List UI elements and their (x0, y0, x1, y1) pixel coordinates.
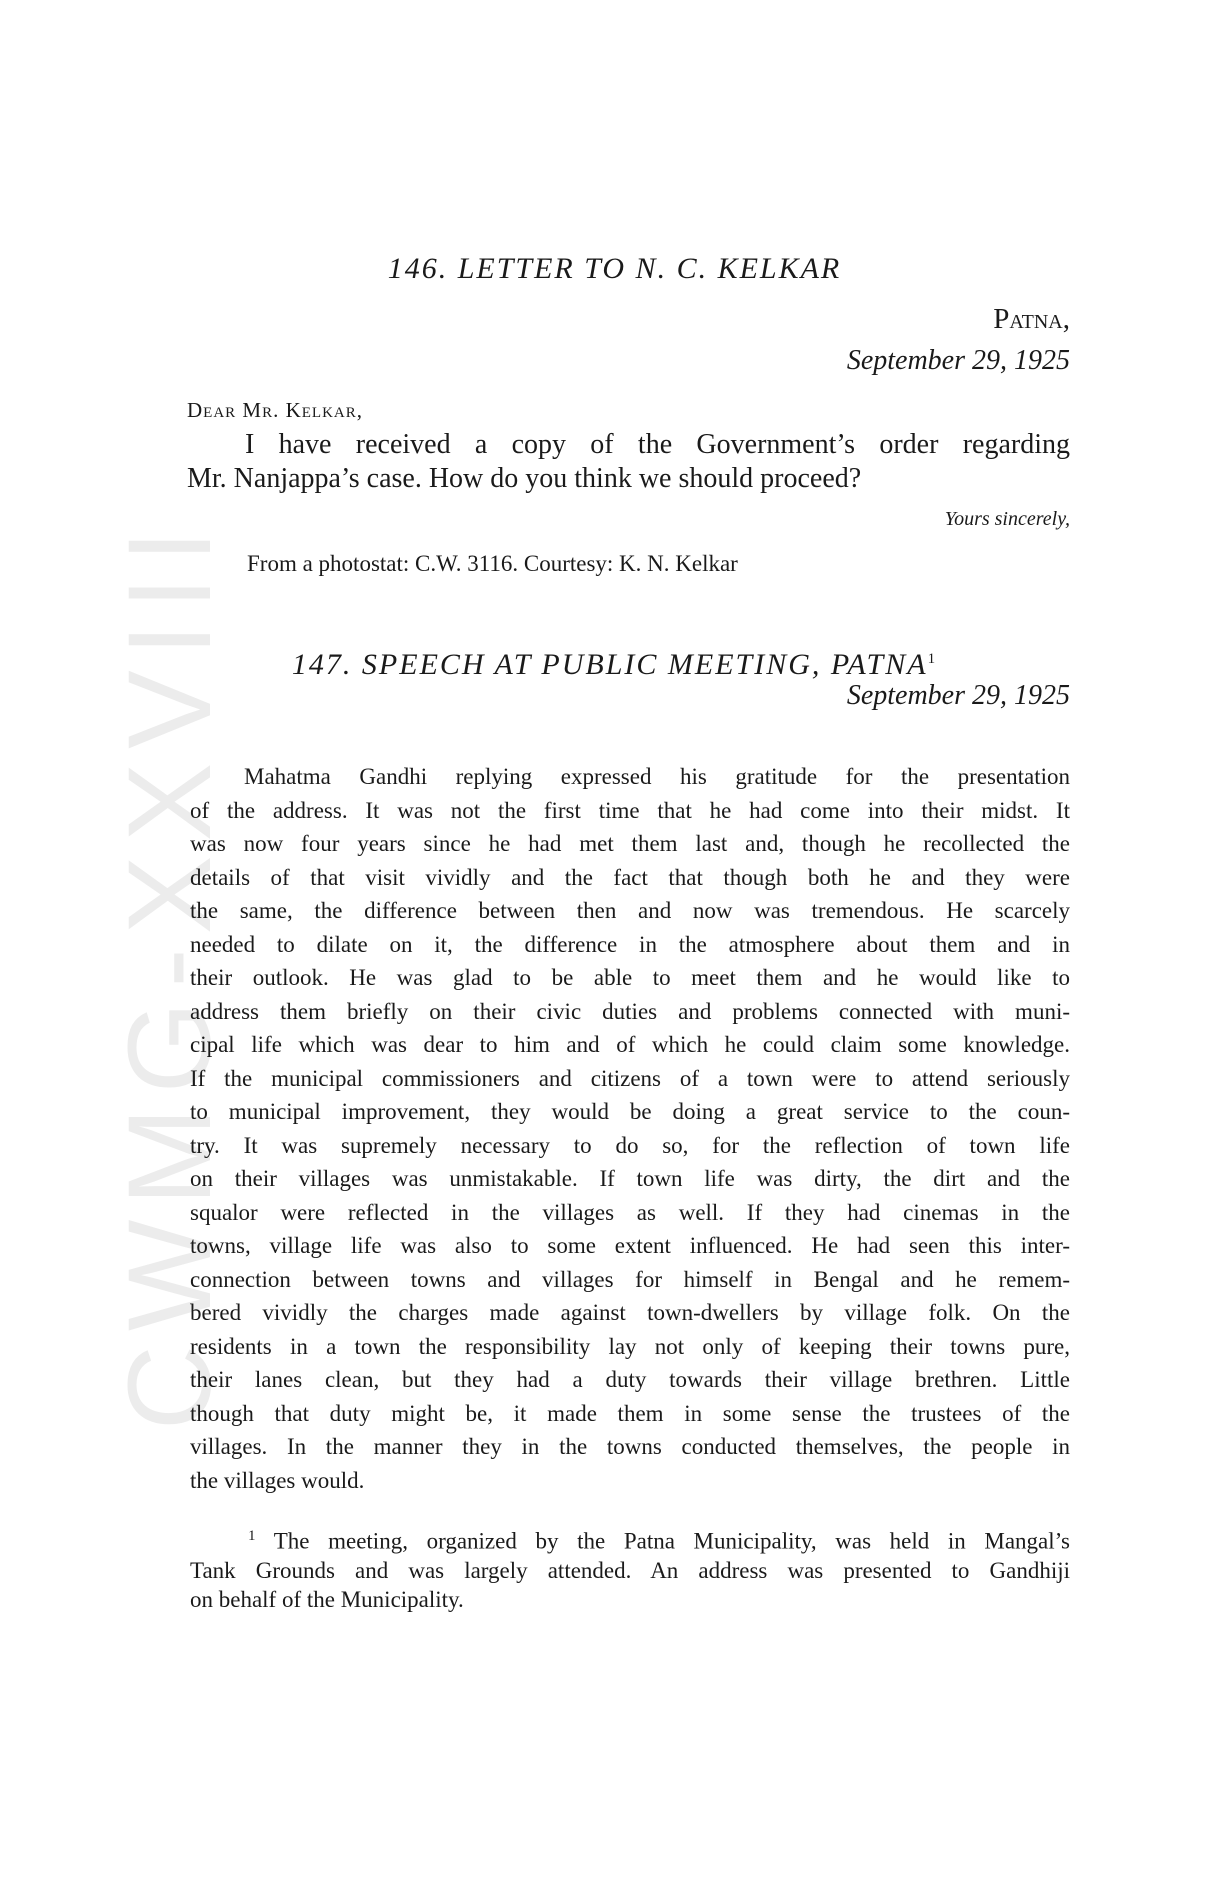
speech-line: needed to dilate on it, the difference in the atmosphere about them and in (190, 931, 1070, 957)
speech-line: of the address. It was not the first time that he had come into their midst. It (190, 797, 1070, 823)
letter-date: September 29, 1925 (846, 345, 1070, 376)
speech-line: their lanes clean, but they had a duty towards their village brethren. Little (190, 1367, 1070, 1392)
speech-line: bered vividly the charges made against town-dwellers by village folk. On the (190, 1300, 1070, 1325)
speech-line: the same, the difference between then and now was tremendous. He scarcely (190, 898, 1070, 923)
speech-date: September 29, 1925 (846, 680, 1070, 711)
speech-line: though that duty might be, it made them in some sense the trustees of the (190, 1400, 1070, 1426)
letter-closing: Yours sincerely, (944, 508, 1070, 530)
footnote-line: Tank Grounds and was largely attended. An address was presented to Gandhiji (190, 1557, 1070, 1583)
speech-title-text: 147. SPEECH AT PUBLIC MEETING, PATNA (291, 648, 928, 681)
letter-body (187, 428, 1070, 496)
speech-line: towns, village life was also to some extent influenced. He had seen this inter- (190, 1233, 1070, 1258)
speech-line: If the municipal commissioners and citizens of a town were to attend seriously (190, 1065, 1070, 1091)
speech-line: try. It was supremely necessary to do so, for the reflection of town life (190, 1132, 1070, 1158)
speech-line: residents in a town the responsibility lay not only of keeping their towns pure, (190, 1333, 1070, 1359)
speech-title (0, 648, 1229, 682)
footnote-line: on behalf of the Municipality. (190, 1586, 464, 1612)
speech-line: details of that visit vividly and the fact that though both he and they were (190, 864, 1070, 890)
footnote-line (190, 1522, 1070, 1556)
watermark: CWMG-XXVIII (104, 515, 236, 1431)
letter-source: From a photostat: C.W. 3116. Courtesy: K. N. Kelkar (247, 551, 738, 576)
speech-line: connection between towns and villages for himself in Bengal and he remem- (190, 1266, 1070, 1292)
letter-salutation: Dear Mr. Kelkar, (187, 398, 364, 422)
footnote (190, 1522, 1070, 1614)
speech-line: Mahatma Gandhi replying expressed his gratitude for the presentation (244, 764, 1070, 789)
footnote-ref: 1 (927, 651, 938, 667)
speech-line: the villages would. (190, 1467, 365, 1493)
speech-line: their outlook. He was glad to be able to meet them and he would like to (190, 965, 1070, 990)
speech-line: squalor were reflected in the villages as well. If they had cinemas in the (190, 1199, 1070, 1225)
speech-line: on their villages was unmistakable. If town life was dirty, the dirt and the (190, 1166, 1070, 1191)
letter-line: I have received a copy of the Government’s order regarding (245, 429, 1070, 460)
speech-line: address them briefly on their civic duties and problems connected with muni- (190, 998, 1070, 1024)
letter-place: Patna, (993, 303, 1070, 335)
letter-line: Mr. Nanjappa’s case. How do you think we should proceed? (187, 463, 862, 494)
speech-body (190, 760, 1070, 1497)
footnote-mark: 1 (248, 1528, 256, 1544)
speech-line: to municipal improvement, they would be doing a great service to the coun- (190, 1099, 1070, 1124)
speech-line: was now four years since he had met them last and, though he recollected the (190, 831, 1070, 856)
speech-line: villages. In the manner they in the towns conducted themselves, the people in (190, 1434, 1070, 1459)
speech-line: cipal life which was dear to him and of which he could claim some knowledge. (190, 1032, 1070, 1057)
footnote-text: The meeting, organized by the Patna Municipality, was held in Mangal’s (273, 1528, 1070, 1554)
letter-title: 146. LETTER TO N. C. KELKAR (387, 252, 842, 285)
